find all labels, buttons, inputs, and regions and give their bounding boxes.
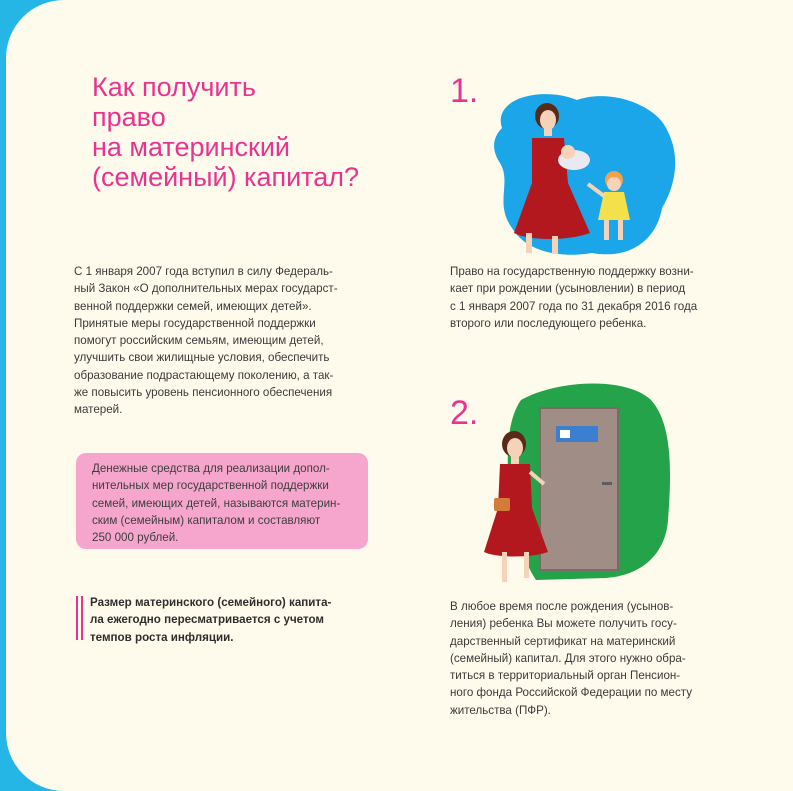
brochure-page <box>6 0 793 791</box>
highlight-line: семей, имеющих детей, называются материн- <box>92 496 341 510</box>
woman-at-door-illustration <box>476 380 676 592</box>
step-1-number: 1. <box>450 72 479 110</box>
note-text <box>90 594 331 646</box>
intro-line: помогут российским семьям, имеющим детей, <box>74 334 324 348</box>
step-2-text <box>450 598 750 719</box>
step-2-number: 2. <box>450 394 479 432</box>
title-line: (семейный) капитал? <box>92 162 360 192</box>
step-2-line: титься в территориальный орган Пенсион- <box>450 669 681 683</box>
mother-with-children-illustration <box>482 88 682 260</box>
page-title <box>92 72 412 192</box>
step-2-line: ления) ребенка Вы можете получить госу- <box>450 617 677 631</box>
intro-line: улучшить свои жилищные условия, обеспечить <box>74 351 330 365</box>
step-2-line: жительства (ПФР). <box>450 703 551 717</box>
step-2-line: ного фонда Российской Федерации по месту <box>450 686 693 700</box>
intro-line: С 1 января 2007 года вступил в силу Федераль- <box>74 265 333 278</box>
intro-paragraph <box>74 263 370 419</box>
highlight-line: нительных мер государственной поддержки <box>92 479 329 493</box>
intro-line: образование подрастающему поколению, а так- <box>74 368 334 382</box>
highlight-box <box>76 453 368 549</box>
title-line: право <box>92 102 166 132</box>
title-line: Как получить <box>92 72 256 102</box>
note-line: ла ежегодно пересматривается с учетом <box>90 613 324 627</box>
step-1-line: Право на государственную поддержку возни- <box>450 265 694 278</box>
step-1-line: второго или последующего ребенка. <box>450 316 647 330</box>
step-2-line: В любое время после рождения (усынов- <box>450 600 674 613</box>
step-2-line: дарственный сертификат на материнский <box>450 634 676 648</box>
highlight-text <box>92 460 340 546</box>
highlight-line: Денежные средства для реализации допол- <box>92 462 330 475</box>
intro-line: венной поддержки семей, имеющих детей». <box>74 299 312 313</box>
step-1-text <box>450 263 750 332</box>
highlight-line: ским (семейным) капиталом и составляют <box>92 513 321 527</box>
step-1-line: с 1 января 2007 года по 31 декабря 2016 года <box>450 299 698 313</box>
note-line: Размер материнского (семейного) капита- <box>90 596 332 609</box>
intro-line: матерей. <box>74 403 123 417</box>
intro-line: же повысить уровень пенсионного обеспечения <box>74 386 333 400</box>
note-line: темпов роста инфляции. <box>90 630 234 644</box>
intro-line: ный Закон «О дополнительных мерах государст- <box>74 282 338 296</box>
highlight-line: 250 000 рублей. <box>92 531 179 545</box>
title-line: на материнский <box>92 132 290 162</box>
step-1-line: кает при рождении (усыновлении) в период <box>450 282 686 296</box>
note-marker-bars <box>76 596 86 640</box>
intro-line: Принятые меры государственной поддержки <box>74 316 316 330</box>
step-2-line: (семейный) капитал. Для этого нужно обра- <box>450 651 686 665</box>
